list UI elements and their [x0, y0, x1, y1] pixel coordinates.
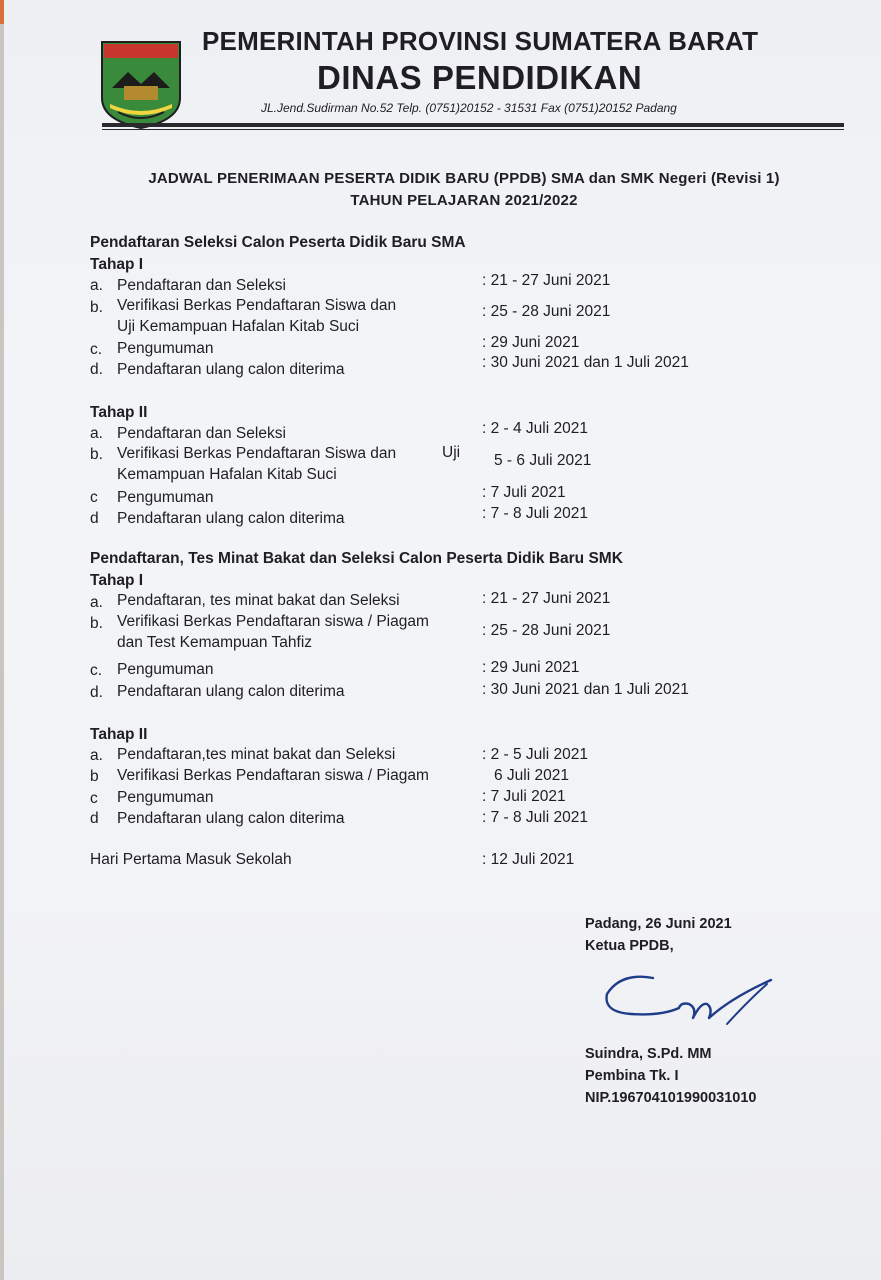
list-item-value: : 21 - 27 Juni 2021 — [482, 272, 611, 289]
signer-name: Suindra, S.Pd. MM — [585, 1046, 712, 1062]
first-day-label: Hari Pertama Masuk Sekolah — [90, 851, 292, 868]
list-item-label-tail: Uji — [442, 444, 461, 461]
document-title: JADWAL PENERIMAAN PESERTA DIDIK BARU (PPDB) SMA dan SMK Negeri (Revisi 1) — [148, 170, 780, 187]
list-item-value: : 2 - 4 Juli 2021 — [482, 420, 588, 437]
sma-tahap1-title: Tahap I — [90, 256, 144, 273]
list-item-value: : 7 - 8 Juli 2021 — [482, 505, 588, 522]
list-item-label: Pendaftaran ulang calon diterima — [117, 361, 345, 378]
province-emblem-icon — [98, 38, 184, 130]
list-item-value: : 30 Juni 2021 dan 1 Juli 2021 — [482, 681, 689, 698]
list-item-letter: d — [90, 510, 99, 527]
org-line-2: DINAS PENDIDIKAN — [317, 59, 643, 96]
list-item-value: : 7 - 8 Juli 2021 — [482, 809, 588, 826]
sma-tahap2-title: Tahap II — [90, 404, 148, 421]
list-item-value: : 7 Juli 2021 — [482, 484, 566, 501]
list-item-label: Verifikasi Berkas Pendaftaran Siswa dan — [117, 297, 397, 314]
list-item-letter: a. — [90, 594, 103, 611]
list-item-letter: b — [90, 768, 99, 785]
list-item-label: Verifikasi Berkas Pendaftaran siswa / Piagam — [117, 613, 429, 630]
list-item-letter: d. — [90, 684, 103, 701]
list-item-value: : 7 Juli 2021 — [482, 788, 566, 805]
list-item-label: Verifikasi Berkas Pendaftaran siswa / Piagam — [117, 767, 429, 784]
smk-tahap1-title: Tahap I — [90, 572, 144, 589]
list-item-letter: b. — [90, 299, 103, 316]
letterhead-address: JL.Jend.Sudirman No.52 Telp. (0751)20152 - 31531 Fax (0751)20152 Padang — [261, 101, 677, 115]
signature-place-date: Padang, 26 Juni 2021 — [585, 916, 732, 932]
list-item-value: 6 Juli 2021 — [494, 767, 569, 784]
list-item-label: Pendaftaran ulang calon diterima — [117, 810, 345, 827]
list-item-letter: b. — [90, 446, 103, 463]
list-item-label-cont: dan Test Kemampuan Tahfiz — [117, 634, 313, 651]
list-item-letter: c. — [90, 341, 103, 358]
list-item-letter: c — [90, 489, 98, 506]
list-item-label: Pendaftaran ulang calon diterima — [117, 683, 345, 700]
list-item-value: : 29 Juni 2021 — [482, 334, 580, 351]
list-item-label: Pengumuman — [117, 789, 214, 806]
list-item-letter: b. — [90, 615, 103, 632]
signer-rank: Pembina Tk. I — [585, 1068, 679, 1084]
list-item-value: : 21 - 27 Juni 2021 — [482, 590, 611, 607]
sma-heading: Pendaftaran Seleksi Calon Peserta Didik Baru SMA — [90, 234, 466, 251]
list-item-value: : 30 Juni 2021 dan 1 Juli 2021 — [482, 354, 689, 371]
list-item-label: Pendaftaran ulang calon diterima — [117, 510, 345, 527]
list-item-label-cont: Uji Kemampuan Hafalan Kitab Suci — [117, 318, 360, 335]
list-item-label: Pengumuman — [117, 661, 214, 678]
list-item-letter: d — [90, 810, 99, 827]
first-day-value: : 12 Juli 2021 — [482, 851, 575, 868]
list-item-label: Pengumuman — [117, 489, 214, 506]
list-item-label: Pendaftaran, tes minat bakat dan Seleksi — [117, 592, 400, 609]
org-line-1: PEMERINTAH PROVINSI SUMATERA BARAT — [202, 26, 759, 56]
list-item-label: Verifikasi Berkas Pendaftaran Siswa dan — [117, 445, 397, 462]
list-item-letter: c. — [90, 662, 103, 679]
letterhead-rule — [102, 123, 844, 127]
list-item-letter: a. — [90, 277, 103, 294]
smk-heading: Pendaftaran, Tes Minat Bakat dan Seleksi Calon Peserta Didik Baru SMK — [90, 550, 623, 567]
list-item-letter: a. — [90, 747, 103, 764]
list-item-letter: a. — [90, 425, 103, 442]
list-item-value: : 25 - 28 Juni 2021 — [482, 303, 611, 320]
list-item-letter: d. — [90, 361, 103, 378]
letterhead-rule-thin — [102, 129, 844, 130]
list-item-value: 5 - 6 Juli 2021 — [494, 452, 592, 469]
list-item-value: : 2 - 5 Juli 2021 — [482, 746, 588, 763]
document-page — [4, 0, 881, 1280]
handwritten-signature-icon — [601, 968, 777, 1028]
list-item-value: : 25 - 28 Juni 2021 — [482, 622, 611, 639]
list-item-label-cont: Kemampuan Hafalan Kitab Suci — [117, 466, 337, 483]
document-subtitle: TAHUN PELAJARAN 2021/2022 — [350, 192, 578, 209]
list-item-label: Pengumuman — [117, 340, 214, 357]
smk-tahap2-title: Tahap II — [90, 726, 148, 743]
list-item-value: : 29 Juni 2021 — [482, 659, 580, 676]
list-item-label: Pendaftaran dan Seleksi — [117, 277, 286, 294]
signature-role: Ketua PPDB, — [585, 938, 674, 954]
signer-nip: NIP.196704101990031010 — [585, 1090, 757, 1106]
list-item-label: Pendaftaran,tes minat bakat dan Seleksi — [117, 746, 396, 763]
list-item-label: Pendaftaran dan Seleksi — [117, 425, 286, 442]
list-item-letter: c — [90, 790, 98, 807]
